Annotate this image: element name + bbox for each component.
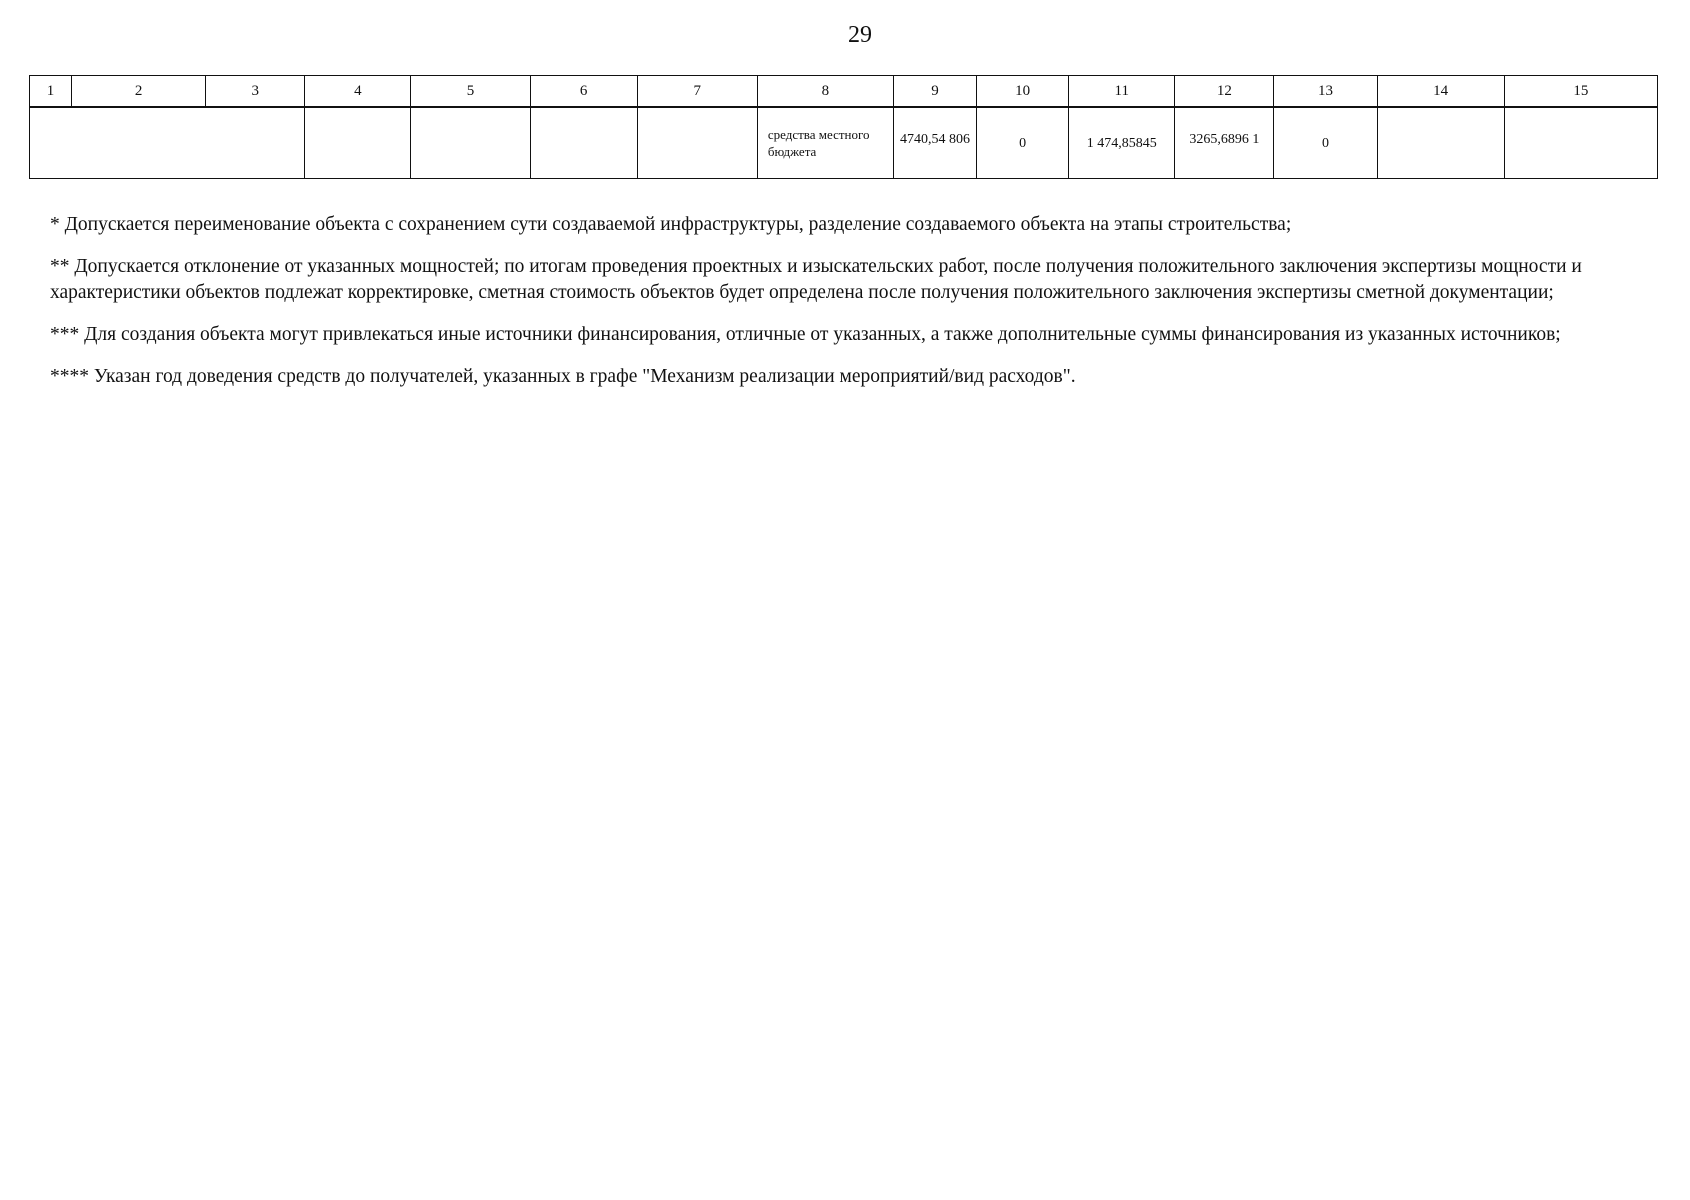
footnote-4: **** Указан год доведения средств до получателей, указанных в графе "Механизм реализации мероприятий/вид расходов". [50,366,1076,387]
column-number: 9 [894,76,977,108]
column-number: 13 [1274,76,1377,108]
total-amount-cell: 4740,54 806 [894,107,977,179]
table-header-row [30,76,1658,108]
amount-cell-col12: 3265,6896 1 [1175,107,1274,179]
column-number: 1 [30,76,72,108]
column-number: 8 [757,76,893,108]
footnote-3: *** Для создания объекта могут привлекаться иные источники финансирования, отличные от указанных, а также дополнительные суммы финансирования из указанных источников; [50,324,1561,345]
table-row [30,107,1658,179]
table-cell-empty [1504,107,1657,179]
financing-table [29,75,1658,179]
table-cell-empty [1377,107,1504,179]
column-number: 3 [206,76,305,108]
column-number: 7 [637,76,757,108]
amount-cell-col13: 0 [1274,107,1377,179]
column-number: 5 [411,76,530,108]
column-number: 4 [305,76,411,108]
column-number: 6 [530,76,637,108]
column-number: 10 [977,76,1069,108]
table-cell-empty [637,107,757,179]
funding-source-cell: средства местного бюджета [757,107,893,179]
table-cell-empty [530,107,637,179]
page-number: 29 [848,22,872,48]
footnotes [50,212,1640,406]
table-cell-empty [305,107,411,179]
column-number: 2 [72,76,206,108]
column-number: 14 [1377,76,1504,108]
amount-cell-col11: 1 474,85845 [1069,107,1175,179]
column-number: 12 [1175,76,1274,108]
footnote-2: ** Допускается отклонение от указанных мощностей; по итогам проведения проектных и изыскательских работ, после получения положительного заключения экспертизы мощности и характеристики объектов подлежат корректировке, сметная стоимость объектов будет определена после получения положительного заключения экспертизы сметной документации; [50,256,1582,303]
table-cell-empty [30,107,305,179]
footnote-1: * Допускается переименование объекта с сохранением сути создаваемой инфраструктуры, разделение создаваемого объекта на этапы строительства; [50,214,1292,235]
column-number: 15 [1504,76,1657,108]
column-number: 11 [1069,76,1175,108]
amount-cell-col10: 0 [977,107,1069,179]
table-cell-empty [411,107,530,179]
